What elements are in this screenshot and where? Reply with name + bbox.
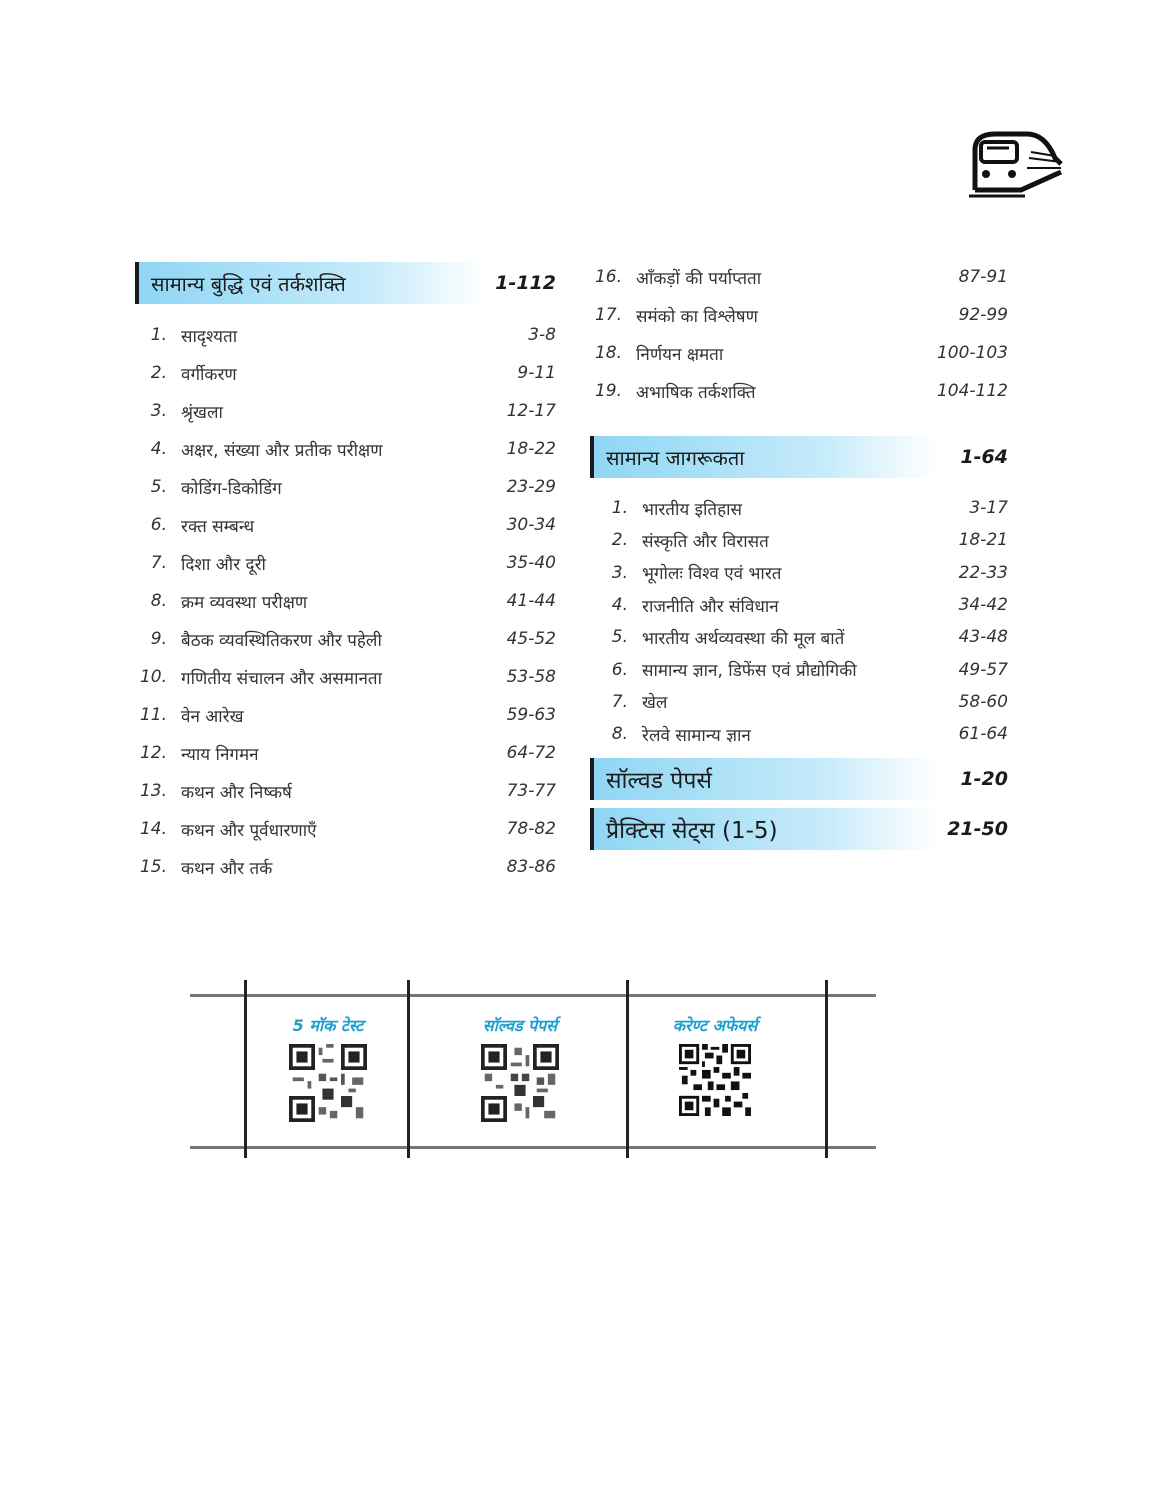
toc-pages: 3-8	[528, 325, 556, 345]
toc-pages: 78-82	[506, 819, 556, 839]
toc-pages: 41-44	[506, 591, 556, 611]
rail-post	[825, 980, 828, 1158]
section-range: 1-112	[495, 272, 556, 294]
toc-title: दिशा और दूरी	[181, 554, 266, 575]
qr-label: सॉल्वड पेपर्स	[482, 1016, 558, 1035]
toc-title: कथन और निष्कर्ष	[181, 782, 292, 803]
rail-top	[190, 994, 876, 997]
toc-row[interactable]	[590, 686, 1012, 718]
rail-post	[626, 980, 629, 1158]
toc-left-column	[135, 262, 560, 886]
toc-row[interactable]	[590, 653, 1012, 685]
toc-pages: 58-60	[958, 691, 1008, 712]
toc-num: 8.	[150, 591, 167, 611]
toc-pages: 59-63	[506, 705, 556, 725]
toc-pages: 100-103	[936, 343, 1008, 363]
toc-row[interactable]	[135, 392, 560, 430]
qr-solved-papers[interactable]	[440, 1014, 600, 1126]
qr-mock-test[interactable]	[248, 1014, 408, 1126]
toc-num: 7.	[611, 691, 628, 712]
toc-title: बैठक व्यवस्थितिकरण और पहेली	[181, 630, 382, 651]
toc-pages: 43-48	[958, 627, 1008, 648]
toc-num: 4.	[150, 439, 167, 459]
toc-row[interactable]	[590, 718, 1012, 750]
toc-num: 9.	[150, 629, 167, 649]
toc-pages: 35-40	[506, 553, 556, 573]
toc-row[interactable]	[135, 810, 560, 848]
toc-num: 14.	[139, 819, 167, 839]
toc-pages: 64-72	[506, 743, 556, 763]
toc-row[interactable]	[135, 430, 560, 468]
reasoning-list-continued	[590, 258, 1012, 410]
toc-title: श्रृंखला	[181, 402, 223, 423]
toc-pages: 45-52	[506, 629, 556, 649]
toc-num: 12.	[139, 743, 167, 763]
toc-pages: 12-17	[506, 401, 556, 421]
awareness-list	[590, 492, 1012, 750]
toc-pages: 3-17	[969, 498, 1008, 519]
toc-title: राजनीति और संविधान	[642, 596, 779, 617]
toc-num: 7.	[150, 553, 167, 573]
toc-row[interactable]	[135, 468, 560, 506]
toc-row[interactable]	[135, 316, 560, 354]
toc-pages: 49-57	[958, 659, 1008, 680]
toc-pages: 34-42	[958, 595, 1008, 616]
toc-num: 5.	[150, 477, 167, 497]
toc-num: 17.	[594, 305, 622, 325]
toc-row[interactable]	[135, 620, 560, 658]
toc-row[interactable]	[135, 772, 560, 810]
toc-title: वेन आरेख	[181, 706, 244, 727]
toc-title: न्याय निगमन	[181, 744, 259, 765]
toc-title: भारतीय इतिहास	[642, 499, 743, 520]
toc-pages: 53-58	[506, 667, 556, 687]
toc-right-column	[590, 262, 1012, 850]
toc-pages: 9-11	[517, 363, 556, 383]
toc-num: 13.	[139, 781, 167, 801]
section-header-reasoning[interactable]	[135, 262, 560, 304]
toc-title: आँकड़ों की पर्याप्तता	[636, 268, 762, 289]
toc-num: 6.	[611, 659, 628, 680]
qr-label: 5 मॉक टेस्ट	[292, 1016, 364, 1035]
toc-title: कथन और पूर्वधारणाएँ	[181, 820, 317, 841]
toc-num: 16.	[594, 267, 622, 287]
toc-pages: 83-86	[506, 857, 556, 877]
toc-title: रक्त सम्बन्ध	[181, 516, 255, 537]
toc-row[interactable]	[135, 734, 560, 772]
toc-row[interactable]	[590, 557, 1012, 589]
toc-num: 2.	[611, 530, 628, 551]
section-title: सामान्य जागरूकता	[606, 445, 745, 470]
toc-row[interactable]	[590, 492, 1012, 524]
toc-num: 15.	[139, 857, 167, 877]
section-range: 1-64	[960, 446, 1008, 468]
reasoning-list	[135, 316, 560, 886]
toc-num: 2.	[150, 363, 167, 383]
qr-code-icon	[481, 1044, 559, 1122]
toc-title: कोडिंग-डिकोडिंग	[181, 478, 282, 499]
toc-title: संस्कृति और विरासत	[642, 531, 769, 552]
qr-label: करेण्ट अफेयर्स	[672, 1016, 758, 1035]
section-header-awareness[interactable]	[590, 436, 1012, 478]
toc-num: 8.	[611, 724, 628, 745]
toc-row[interactable]	[135, 544, 560, 582]
toc-row[interactable]	[135, 354, 560, 392]
qr-code-icon	[679, 1044, 751, 1116]
toc-num: 3.	[150, 401, 167, 421]
toc-pages: 73-77	[506, 781, 556, 801]
qr-code-band	[190, 980, 876, 1158]
toc-pages: 92-99	[958, 305, 1008, 325]
section-header-solved-papers[interactable]	[590, 758, 1012, 800]
toc-num: 6.	[150, 515, 167, 535]
toc-title: भारतीय अर्थव्यवस्था की मूल बातें	[642, 628, 845, 649]
toc-num: 19.	[594, 381, 622, 401]
toc-title: सादृश्यता	[181, 326, 238, 347]
toc-pages: 104-112	[936, 381, 1008, 401]
toc-pages: 87-91	[958, 267, 1008, 287]
toc-title: गणितीय संचालन और असमानता	[181, 668, 383, 689]
toc-pages: 61-64	[958, 724, 1008, 745]
section-title: सामान्य बुद्धि एवं तर्कशक्ति	[151, 271, 346, 296]
section-range: 21-50	[947, 818, 1008, 841]
toc-row[interactable]	[590, 524, 1012, 556]
toc-pages: 30-34	[506, 515, 556, 535]
toc-pages: 22-33	[958, 562, 1008, 583]
toc-pages: 23-29	[506, 477, 556, 497]
toc-num: 4.	[611, 595, 628, 616]
toc-row[interactable]	[590, 296, 1012, 334]
toc-title: खेल	[642, 693, 668, 714]
toc-num: 5.	[611, 627, 628, 648]
toc-num: 18.	[594, 343, 622, 363]
toc-row[interactable]	[590, 258, 1012, 296]
train-icon	[965, 128, 1065, 200]
toc-row[interactable]	[135, 582, 560, 620]
toc-title: निर्णयन क्षमता	[636, 344, 724, 365]
toc-title: समंको का विश्लेषण	[636, 306, 758, 327]
toc-pages: 18-21	[958, 530, 1008, 551]
section-header-practice-sets[interactable]	[590, 808, 1012, 850]
rail-post	[244, 980, 247, 1158]
toc-row[interactable]	[135, 506, 560, 544]
toc-title: सामान्य ज्ञान, डिफेंस एवं प्रौद्योगिकी	[642, 661, 857, 682]
toc-title: अक्षर, संख्या और प्रतीक परीक्षण	[181, 440, 383, 461]
toc-row[interactable]	[590, 334, 1012, 372]
toc-title: अभाषिक तर्कशक्ति	[636, 382, 756, 403]
section-range: 1-20	[960, 768, 1008, 791]
toc-title: भूगोलः विश्व एवं भारत	[642, 564, 782, 585]
toc-title: कथन और तर्क	[181, 858, 273, 879]
rail-bottom	[190, 1146, 876, 1149]
toc-row[interactable]	[135, 658, 560, 696]
toc-title: रेलवे सामान्य ज्ञान	[642, 725, 751, 746]
toc-pages: 18-22	[506, 439, 556, 459]
toc-title: क्रम व्यवस्था परीक्षण	[181, 592, 308, 613]
toc-num: 3.	[611, 562, 628, 583]
toc-num: 11.	[139, 705, 167, 725]
toc-num: 10.	[139, 667, 167, 687]
qr-current-affairs[interactable]	[635, 1014, 795, 1120]
toc-row[interactable]	[590, 372, 1012, 410]
toc-row[interactable]	[590, 621, 1012, 653]
qr-code-icon	[289, 1044, 367, 1122]
toc-title: वर्गीकरण	[181, 364, 237, 385]
toc-row[interactable]	[135, 848, 560, 886]
toc-num: 1.	[611, 498, 628, 519]
toc-num: 1.	[150, 325, 167, 345]
toc-row[interactable]	[135, 696, 560, 734]
section-title: सॉल्वड पेपर्स	[606, 768, 712, 795]
section-title: प्रैक्टिस सेट्स (1-5)	[606, 818, 778, 845]
toc-row[interactable]	[590, 589, 1012, 621]
